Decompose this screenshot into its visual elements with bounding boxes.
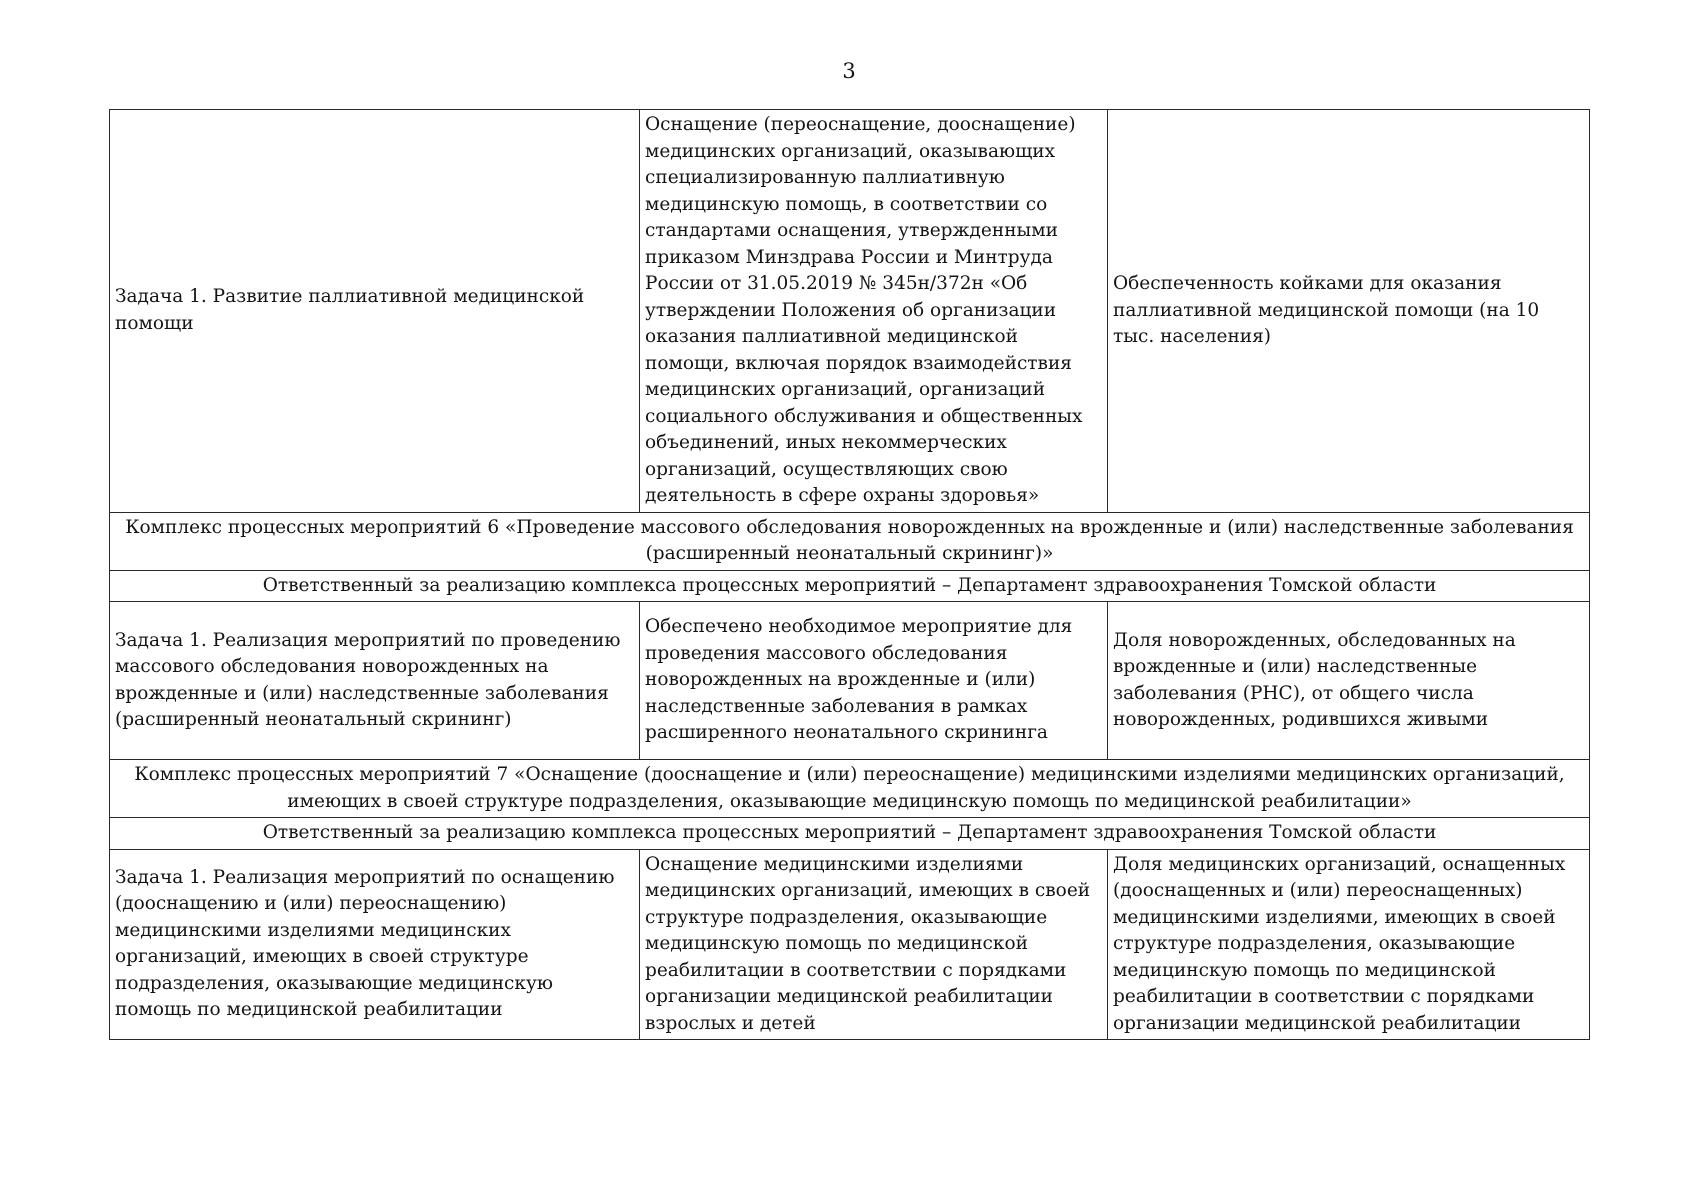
complex-6-responsible: Ответственный за реализацию комплекса процессных мероприятий – Департамент здравоохранения Томской области bbox=[110, 570, 1590, 602]
table-row bbox=[110, 110, 1590, 513]
indicator-cell: Доля новорожденных, обследованных на врожденные и (или) наследственные заболевания (РНС), от общего числа новорожденных, родившихся живыми bbox=[1108, 602, 1590, 760]
result-cell: Оснащение медицинскими изделиями медицинских организаций, имеющих в своей структуре подразделения, оказывающие медицинскую помощь по медицинской реабилитации в соответствии с порядками организации медицинской реабилитации взрослых и детей bbox=[640, 849, 1108, 1040]
task-cell: Задача 1. Реализация мероприятий по проведению массового обследования новорожденных на врожденные и (или) наследственные заболевания (расширенный неонатальный скрининг) bbox=[110, 602, 640, 760]
task-cell: Задача 1. Реализация мероприятий по оснащению (дооснащению и (или) переоснащению) медицинскими изделиями медицинских организаций, имеющих в своей структуре подразделения, оказывающие медицинскую помощь по медицинской реабилитации bbox=[110, 849, 640, 1040]
responsible-row bbox=[110, 570, 1590, 602]
responsible-row bbox=[110, 818, 1590, 850]
complex-7-responsible: Ответственный за реализацию комплекса процессных мероприятий – Департамент здравоохранения Томской области bbox=[110, 818, 1590, 850]
table-row bbox=[110, 602, 1590, 760]
result-cell: Обеспечено необходимое мероприятие для проведения массового обследования новорожденных на врожденные и (или) наследственные заболевания в рамках расширенного неонатального скрининга bbox=[640, 602, 1108, 760]
task-cell: Задача 1. Развитие паллиативной медицинской помощи bbox=[110, 110, 640, 513]
complex-header-row bbox=[110, 512, 1590, 570]
program-table bbox=[109, 109, 1590, 1040]
table-row bbox=[110, 849, 1590, 1040]
indicator-cell: Доля медицинских организаций, оснащенных (дооснащенных и (или) переоснащенных) медицинскими изделиями, имеющих в своей структуре подразделения, оказывающие медицинскую помощь по медицинской реабилитации в соответствии с порядками организации медицинской реабилитации bbox=[1108, 849, 1590, 1040]
result-cell: Оснащение (переоснащение, дооснащение) медицинских организаций, оказывающих специализированную паллиативную медицинскую помощь, в соответствии со стандартами оснащения, утвержденными приказом Минздрава России и Минтруда России от 31.05.2019 № 345н/372н «Об утверждении Положения об организации оказания паллиативной медицинской помощи, включая порядок взаимодействия медицинских организаций, организаций социального обслуживания и общественных объединений, иных некоммерческих организаций, осуществляющих свою деятельность в сфере охраны здоровья» bbox=[640, 110, 1108, 513]
complex-6-title: Комплекс процессных мероприятий 6 «Проведение массового обследования новорожденных на врожденные и (или) наследственные заболевания (расширенный неонатальный скрининг)» bbox=[110, 512, 1590, 570]
complex-7-title: Комплекс процессных мероприятий 7 «Оснащение (дооснащение и (или) переоснащение) медицинскими изделиями медицинских организаций, имеющих в своей структуре подразделения, оказывающие медицинскую помощь по медицинской реабилитации» bbox=[110, 760, 1590, 818]
complex-header-row bbox=[110, 760, 1590, 818]
indicator-cell: Обеспеченность койками для оказания паллиативной медицинской помощи (на 10 тыс. населения) bbox=[1108, 110, 1590, 513]
page-number: 3 bbox=[842, 59, 856, 83]
